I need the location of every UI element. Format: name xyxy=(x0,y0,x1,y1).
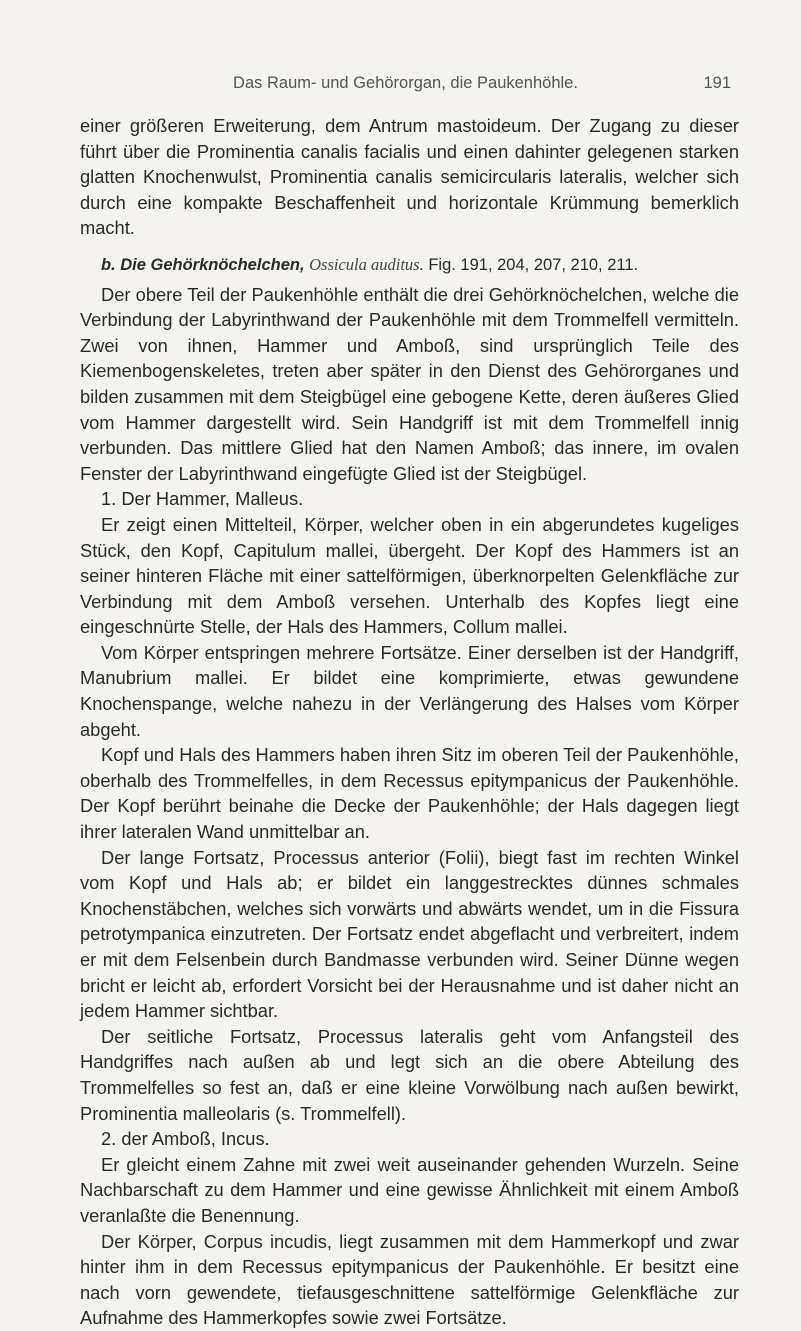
paragraph: Vom Körper entspringen mehrere Fortsätze. Einer derselben ist der Handgriff, Manubrium mallei. Er bildet eine komprimierte, etwas gewundene Knochenspange, welche nahezu in der Verlängerung des Halses vom Körper abgeht. xyxy=(80,641,739,740)
paragraph: Er gleicht einem Zahne mit zwei weit auseinander gehenden Wurzeln. Seine Nachbarschaft zu dem Hammer und eine gewisse Ähnlichkeit mit einem Amboß veranlaßte die Benennung. xyxy=(80,1153,739,1226)
section-heading-figures: Fig. 191, 204, 207, 210, 211. xyxy=(428,255,639,274)
paragraph: Der Körper, Corpus incudis, liegt zusammen mit dem Hammerkopf und zwar hinter ihm in dem Recessus epitympanicus der Paukenhöhle. Er besitzt eine nach vorn gewendete, tiefausgeschnittene sattelförmige Gelenkfläche zur Aufnahme des Hammerkopfes sowie zwei Fortsätze. xyxy=(80,1230,739,1329)
paragraph: Der seitliche Fortsatz, Processus lateralis geht vom Anfangsteil des Handgriffes nach außen ab und legt sich an die obere Abteilung des Trommelfelles so fest an, daß er eine kleine Vorwölbung nach außen bewirkt, Prominentia malleolaris (s. Trommelfell). xyxy=(80,1025,739,1124)
section-heading-latin: Ossicula auditus. xyxy=(309,254,424,274)
paragraph: Der obere Teil der Paukenhöhle enthält die drei Gehörknöchelchen, welche die Verbindung der Labyrinthwand der Paukenhöhle mit dem Trommelfell vermitteln. Zwei von ihnen, Hammer und Amboß, sind ursprünglich Teile des Kiemenbogenskeletes, treten aber später in den Dienst des Gehörorganes und bilden zusammen mit dem Steigbügel eine gebogene Kette, deren äußeres Glied vom Hammer dargestellt wird. Sein Handgriff ist mit dem Trommelfell innig verbunden. Das mittlere Glied hat den Namen Amboß; das innere, im ovalen Fenster der Labyrinthwand eingefügte Glied ist der Steigbügel. xyxy=(80,283,739,484)
body-text xyxy=(80,113,739,1331)
list-item-hammer: 1. Der Hammer, Malleus. xyxy=(101,488,304,510)
running-header xyxy=(80,74,731,98)
paragraph: einer größeren Erweiterung, dem Antrum mastoideum. Der Zugang zu dieser führt über die Prominentia canalis facialis und einen dahinter gelegenen starken glatten Knochenwulst, Prominentia canalis semicircularis lateralis, welcher sich durch eine kompakte Beschaffenheit und horizontale Krümmung bemerklich macht. xyxy=(80,115,739,239)
paragraph: Der lange Fortsatz, Processus anterior (Folii), biegt fast im rechten Winkel vom Kopf und Hals ab; er bildet ein langgestrecktes dünnes schmales Knochenstäbchen, welches sich vorwärts und abwärts wendet, um in die Fissura petrotympanica einzutreten. Der Fortsatz endet abgeflacht und verbreitert, indem er mit dem Felsenbein durch Bandmasse verbunden wird. Seiner Dünne wegen bricht er leicht ab, erfordert Vorsicht bei der Herausnahme und ist daher nicht an jedem Hammer sichtbar. xyxy=(80,846,739,1022)
list-item-amboss: 2. der Amboß, Incus. xyxy=(101,1128,270,1150)
section-heading-label: b. Die Gehörknöchelchen, xyxy=(101,255,305,274)
paragraph: Kopf und Hals des Hammers haben ihren Sitz im oberen Teil der Paukenhöhle, oberhalb des Trommelfelles, in dem Recessus epitympanicus der Paukenhöhle. Der Kopf berührt beinahe die Decke der Paukenhöhle; der Hals dagegen liegt ihrer lateralen Wand unmittelbar an. xyxy=(80,744,739,843)
header-title: Das Raum- und Gehörorgan, die Paukenhöhle. xyxy=(233,74,578,92)
section-heading xyxy=(80,252,739,279)
paragraph: Er zeigt einen Mittelteil, Körper, welcher oben in ein abgerundetes kugeliges Stück, den Kopf, Capitulum mallei, übergeht. Der Kopf des Hammers ist an seiner hinteren Fläche mit einer sattelförmigen, überknorpelten Gelenkfläche zur Verbindung mit dem Amboß versehen. Unterhalb des Kopfes liegt eine eingeschnürte Stelle, der Hals des Hammers, Collum mallei. xyxy=(80,513,739,638)
page-number: 191 xyxy=(703,74,731,92)
